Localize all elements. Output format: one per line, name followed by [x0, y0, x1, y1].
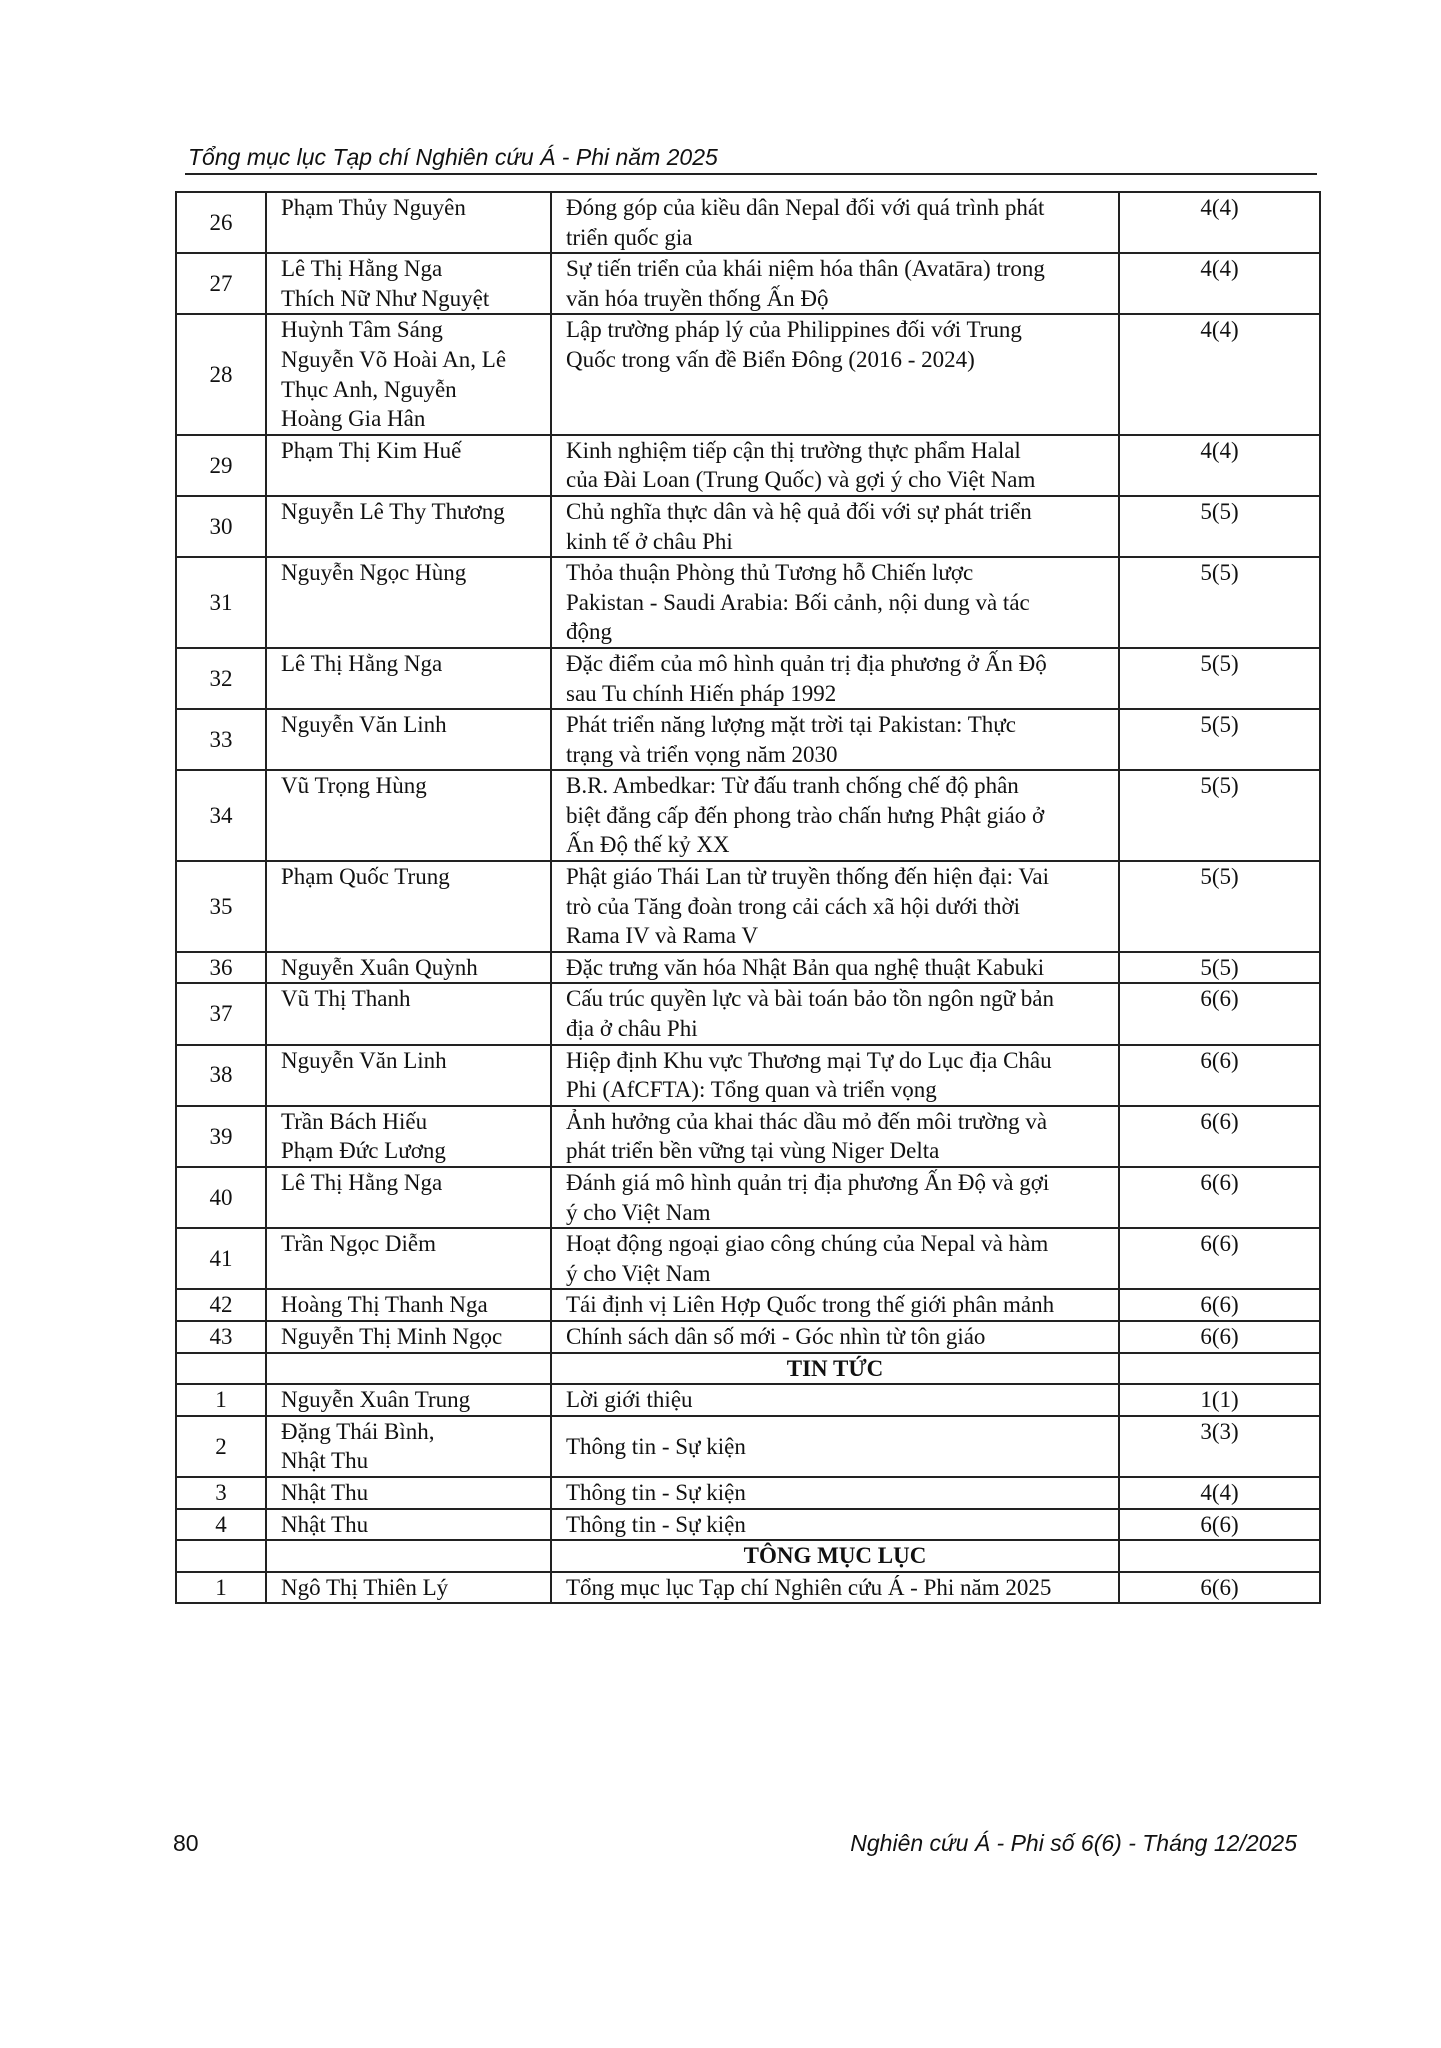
- text-line: Phạm Thủy Nguyên: [281, 195, 466, 220]
- journal-issue: Nghiên cứu Á - Phi số 6(6) - Tháng 12/2025: [850, 1830, 1297, 1856]
- row-number: 28: [176, 314, 266, 434]
- text-line: động: [566, 619, 612, 645]
- table-row: [176, 648, 1320, 709]
- text-line: Hoạt động ngoại giao công chúng của Nepal và hàm: [566, 1231, 1049, 1257]
- text-line: Sự tiến triển của khái niệm hóa thân (Avatāra) trong: [566, 256, 1045, 282]
- author-cell: [266, 192, 551, 253]
- row-number: 30: [176, 496, 266, 557]
- issue-cell: 6(6): [1119, 1289, 1320, 1321]
- issue-cell: 6(6): [1119, 1572, 1320, 1604]
- text-line: Phạm Quốc Trung: [281, 864, 450, 890]
- row-number: 33: [176, 709, 266, 770]
- author-cell: [266, 1167, 551, 1228]
- table-row: [176, 952, 1320, 984]
- title-cell: [551, 435, 1119, 496]
- issue-cell: 3(3): [1119, 1416, 1320, 1477]
- row-number: 32: [176, 648, 266, 709]
- author-cell: [266, 1572, 551, 1604]
- text-line: Thỏa thuận Phòng thủ Tương hỗ Chiến lược: [566, 560, 974, 586]
- issue-cell: 6(6): [1119, 1509, 1320, 1541]
- text-line: Đặc trưng văn hóa Nhật Bản qua nghệ thuật Kabuki: [566, 954, 1045, 980]
- section-heading: TÔNG MỤC LỤC: [551, 1540, 1119, 1572]
- text-line: Nguyễn Ngọc Hùng: [281, 560, 467, 586]
- text-line: Ấn Độ thế kỷ XX: [566, 832, 730, 858]
- title-cell: [551, 1509, 1119, 1541]
- author-cell: [266, 770, 551, 861]
- title-cell: [551, 770, 1119, 861]
- issue-cell: 6(6): [1119, 1106, 1320, 1167]
- text-line: Phát triển năng lượng mặt trời tại Pakistan: Thực: [566, 712, 1016, 738]
- author-cell: [266, 253, 551, 314]
- text-line: Vũ Trọng Hùng: [281, 773, 427, 799]
- text-line: Đặng Thái Bình,: [281, 1418, 435, 1444]
- title-cell: [551, 1321, 1119, 1353]
- title-cell: [551, 1167, 1119, 1228]
- table-row: [176, 1106, 1320, 1167]
- text-line: Phạm Đức Lương: [281, 1138, 446, 1164]
- text-line: kinh tế ở châu Phi: [566, 528, 733, 554]
- text-line: Nguyễn Văn Linh: [281, 1047, 447, 1073]
- table-row: [176, 1509, 1320, 1541]
- text-line: Hoàng Thị Thanh Nga: [281, 1292, 488, 1318]
- author-cell: [266, 709, 551, 770]
- table-row: [176, 1289, 1320, 1321]
- title-cell: [551, 861, 1119, 952]
- table-row: [176, 1416, 1320, 1477]
- text-line: Nguyễn Võ Hoài An, Lê: [281, 346, 507, 372]
- title-cell: [551, 557, 1119, 648]
- author-cell: [266, 1477, 551, 1509]
- table-row: [176, 1321, 1320, 1353]
- empty-cell: [1119, 1540, 1320, 1572]
- row-number: 40: [176, 1167, 266, 1228]
- text-line: Cấu trúc quyền lực và bài toán bảo tồn ngôn ngữ bản: [566, 986, 1055, 1012]
- text-line: Thục Anh, Nguyễn: [281, 376, 457, 402]
- text-line: Đóng góp của kiều dân Nepal đối với quá trình phát: [566, 195, 1045, 220]
- text-line: Nguyễn Xuân Trung: [281, 1387, 471, 1413]
- row-number: 26: [176, 192, 266, 253]
- author-cell: [266, 648, 551, 709]
- issue-cell: 4(4): [1119, 253, 1320, 314]
- table-row: [176, 770, 1320, 861]
- text-line: Phạm Thị Kim Huế: [281, 437, 462, 463]
- text-line: triển quốc gia: [566, 224, 693, 250]
- row-number: 43: [176, 1321, 266, 1353]
- table-row: [176, 983, 1320, 1044]
- title-cell: [551, 983, 1119, 1044]
- author-cell: [266, 557, 551, 648]
- text-line: Chính sách dân số mới - Góc nhìn từ tôn giáo: [566, 1323, 986, 1349]
- issue-cell: 4(4): [1119, 192, 1320, 253]
- text-line: trạng và triển vọng năm 2030: [566, 741, 838, 767]
- author-cell: [266, 1509, 551, 1541]
- text-line: Vũ Thị Thanh: [281, 986, 411, 1012]
- text-line: biệt đẳng cấp đến phong trào chấn hưng Phật giáo ở: [566, 802, 1045, 828]
- text-line: Nguyễn Lê Thy Thương: [281, 498, 505, 524]
- text-line: Đặc điểm của mô hình quản trị địa phương ở Ấn Độ: [566, 650, 1047, 676]
- title-cell: [551, 496, 1119, 557]
- empty-cell: [266, 1540, 551, 1572]
- issue-cell: 4(4): [1119, 435, 1320, 496]
- text-line: Huỳnh Tâm Sáng: [281, 317, 443, 343]
- title-cell: [551, 192, 1119, 253]
- row-number: 37: [176, 983, 266, 1044]
- text-line: Thông tin - Sự kiện: [566, 1479, 746, 1505]
- row-number: 35: [176, 861, 266, 952]
- author-cell: [266, 1045, 551, 1106]
- text-line: phát triển bền vững tại vùng Niger Delta: [566, 1138, 940, 1164]
- author-cell: [266, 1289, 551, 1321]
- text-line: Phi (AfCFTA): Tổng quan và triển vọng: [566, 1077, 937, 1103]
- text-line: Hiệp định Khu vực Thương mại Tự do Lục địa Châu: [566, 1047, 1052, 1073]
- row-number: 1: [176, 1384, 266, 1416]
- title-cell: [551, 1045, 1119, 1106]
- text-line: Nguyễn Xuân Quỳnh: [281, 954, 478, 980]
- text-line: Hoàng Gia Hân: [281, 406, 426, 432]
- text-line: Tổng mục lục Tạp chí Nghiên cứu Á - Phi năm 2025: [566, 1574, 1052, 1600]
- text-line: B.R. Ambedkar: Từ đấu tranh chống chế độ phân: [566, 773, 1019, 799]
- table-row: [176, 709, 1320, 770]
- author-cell: [266, 952, 551, 984]
- title-cell: [551, 952, 1119, 984]
- text-line: Ngô Thị Thiên Lý: [281, 1574, 449, 1600]
- row-number: 41: [176, 1228, 266, 1289]
- title-cell: [551, 253, 1119, 314]
- text-line: Lập trường pháp lý của Philippines đối với Trung: [566, 317, 1022, 343]
- title-cell: [551, 1384, 1119, 1416]
- row-number: 39: [176, 1106, 266, 1167]
- row-number: 36: [176, 952, 266, 984]
- row-number: 27: [176, 253, 266, 314]
- issue-cell: 5(5): [1119, 770, 1320, 861]
- issue-cell: 4(4): [1119, 1477, 1320, 1509]
- text-line: Nhật Thu: [281, 1448, 369, 1474]
- text-line: của Đài Loan (Trung Quốc) và gợi ý cho Việt Nam: [566, 467, 1036, 493]
- empty-cell: [1119, 1353, 1320, 1385]
- row-number: 31: [176, 557, 266, 648]
- table-row: [176, 496, 1320, 557]
- text-line: Lời giới thiệu: [566, 1387, 693, 1413]
- issue-cell: 4(4): [1119, 314, 1320, 434]
- text-line: Pakistan - Saudi Arabia: Bối cảnh, nội dung và tác: [566, 589, 1030, 615]
- text-line: Tái định vị Liên Hợp Quốc trong thế giới phân mảnh: [566, 1292, 1055, 1318]
- table-row: [176, 1045, 1320, 1106]
- text-line: Lê Thị Hằng Nga: [281, 650, 443, 676]
- title-cell: [551, 1572, 1119, 1604]
- text-line: ý cho Việt Nam: [566, 1260, 711, 1286]
- issue-cell: 6(6): [1119, 983, 1320, 1044]
- author-cell: [266, 1384, 551, 1416]
- author-cell: [266, 435, 551, 496]
- text-line: Kinh nghiệm tiếp cận thị trường thực phẩm Halal: [566, 437, 1021, 463]
- issue-cell: 6(6): [1119, 1167, 1320, 1228]
- row-number: 1: [176, 1572, 266, 1604]
- author-cell: [266, 496, 551, 557]
- table-row: [176, 253, 1320, 314]
- text-line: Nhật Thu: [281, 1511, 369, 1537]
- table-row: [176, 192, 1320, 253]
- issue-cell: 5(5): [1119, 557, 1320, 648]
- toc-body: [176, 192, 1320, 1603]
- section-heading: TIN TỨC: [551, 1353, 1119, 1385]
- empty-cell: [266, 1353, 551, 1385]
- author-cell: [266, 1416, 551, 1477]
- issue-cell: 5(5): [1119, 952, 1320, 984]
- text-line: Phật giáo Thái Lan từ truyền thống đến hiện đại: Vai: [566, 864, 1050, 890]
- section-row-index: [176, 1540, 1320, 1572]
- author-cell: [266, 1106, 551, 1167]
- toc-table: [175, 191, 1321, 1604]
- title-cell: [551, 1106, 1119, 1167]
- author-cell: [266, 1228, 551, 1289]
- table-row: [176, 861, 1320, 952]
- text-line: Trần Ngọc Diễm: [281, 1231, 437, 1257]
- text-line: Thích Nữ Như Nguyệt: [281, 285, 490, 311]
- issue-cell: 6(6): [1119, 1321, 1320, 1353]
- table-row: [176, 314, 1320, 434]
- text-line: Nguyễn Văn Linh: [281, 712, 447, 738]
- row-number: 42: [176, 1289, 266, 1321]
- text-line: Lê Thị Hằng Nga: [281, 1170, 443, 1195]
- text-line: Nguyễn Thị Minh Ngọc: [281, 1323, 503, 1349]
- author-cell: [266, 861, 551, 952]
- row-number: 34: [176, 770, 266, 861]
- running-header: Tổng mục lục Tạp chí Nghiên cứu Á - Phi năm 2025: [188, 144, 718, 170]
- title-cell: [551, 1477, 1119, 1509]
- text-line: ý cho Việt Nam: [566, 1199, 711, 1225]
- issue-cell: 5(5): [1119, 648, 1320, 709]
- title-cell: [551, 1228, 1119, 1289]
- empty-cell: [176, 1540, 266, 1572]
- row-number: 29: [176, 435, 266, 496]
- text-line: Rama IV và Rama V: [566, 923, 759, 949]
- text-line: địa ở châu Phi: [566, 1016, 698, 1042]
- issue-cell: 5(5): [1119, 861, 1320, 952]
- row-number: 3: [176, 1477, 266, 1509]
- issue-cell: 5(5): [1119, 496, 1320, 557]
- issue-cell: 6(6): [1119, 1228, 1320, 1289]
- text-line: Lê Thị Hằng Nga: [281, 256, 443, 282]
- text-line: sau Tu chính Hiến pháp 1992: [566, 680, 837, 706]
- page-number: 80: [173, 1830, 199, 1856]
- title-cell: [551, 709, 1119, 770]
- issue-cell: 6(6): [1119, 1045, 1320, 1106]
- table-row: [176, 435, 1320, 496]
- section-row-news: [176, 1353, 1320, 1385]
- author-cell: [266, 314, 551, 434]
- table-row: [176, 1477, 1320, 1509]
- title-cell: [551, 314, 1119, 434]
- text-line: Chủ nghĩa thực dân và hệ quả đối với sự phát triển: [566, 498, 1032, 524]
- title-cell: [551, 1289, 1119, 1321]
- table-row: [176, 1167, 1320, 1228]
- text-line: Trần Bách Hiếu: [281, 1108, 428, 1134]
- text-line: Thông tin - Sự kiện: [566, 1511, 746, 1537]
- table-row: [176, 1228, 1320, 1289]
- issue-cell: 5(5): [1119, 709, 1320, 770]
- text-line: Thông tin - Sự kiện: [566, 1433, 746, 1459]
- empty-cell: [176, 1353, 266, 1385]
- author-cell: [266, 983, 551, 1044]
- table-row: [176, 1572, 1320, 1604]
- issue-cell: 1(1): [1119, 1384, 1320, 1416]
- title-cell: [551, 648, 1119, 709]
- table-row: [176, 1384, 1320, 1416]
- row-number: 38: [176, 1045, 266, 1106]
- row-number: 4: [176, 1509, 266, 1541]
- row-number: 2: [176, 1416, 266, 1477]
- text-line: trò của Tăng đoàn trong cải cách xã hội dưới thời: [566, 893, 1021, 919]
- text-line: Ảnh hưởng của khai thác dầu mỏ đến môi trường và: [566, 1108, 1048, 1134]
- text-line: Nhật Thu: [281, 1479, 369, 1505]
- text-line: văn hóa truyền thống Ấn Độ: [566, 285, 829, 311]
- text-line: Đánh giá mô hình quản trị địa phương Ấn Độ và gợi: [566, 1170, 1050, 1195]
- author-cell: [266, 1321, 551, 1353]
- table-row: [176, 557, 1320, 648]
- title-cell: [551, 1416, 1119, 1477]
- header-rule: [185, 173, 1317, 175]
- text-line: Quốc trong vấn đề Biển Đông (2016 - 2024): [566, 346, 975, 372]
